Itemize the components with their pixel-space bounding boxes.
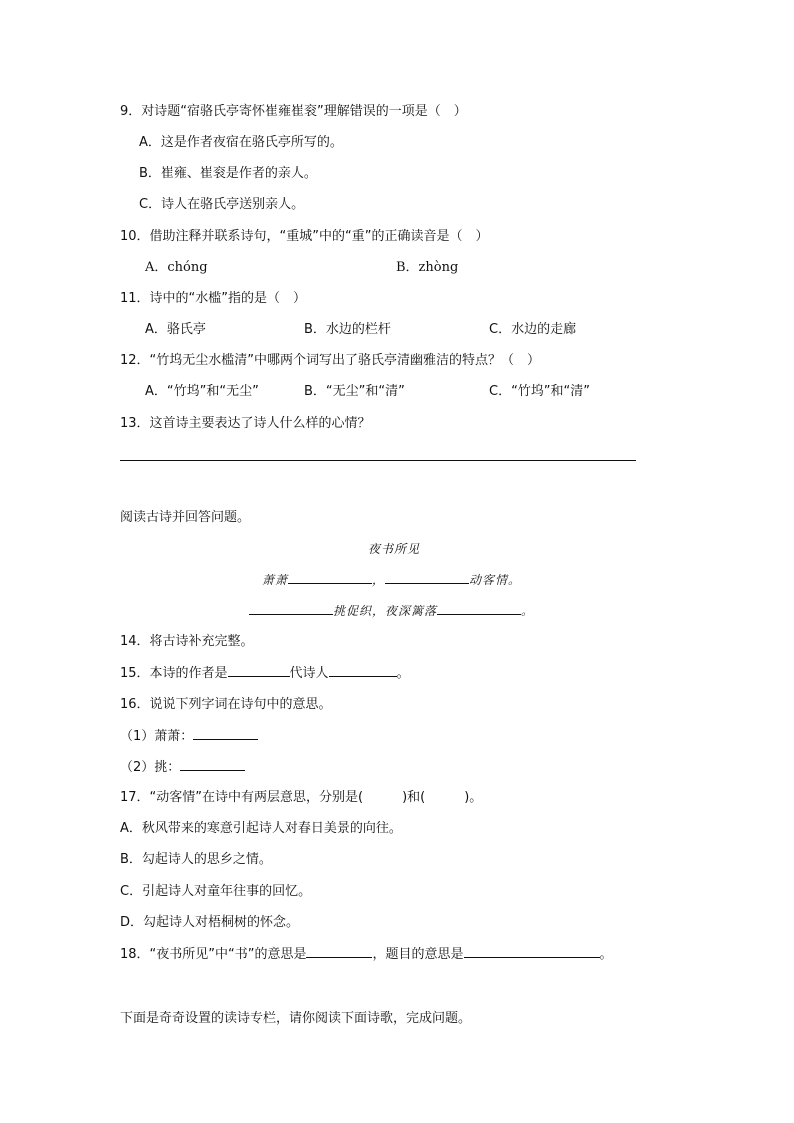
q15-text-b: 代诗人 [289, 666, 329, 681]
poem-line1-end: 动客情。 [469, 573, 522, 587]
q13-stem: 13．这首诗主要表达了诗人什么样的心情？ [120, 416, 371, 431]
poem-line-1 [262, 571, 521, 589]
q15-text-a: 15．本诗的作者是 [120, 666, 228, 681]
poem-line1-comma: ， [372, 573, 386, 587]
q18-text-c: 。 [599, 947, 613, 962]
q12-stem: 12．“竹坞无尘水槛清”中哪两个词写出了骆氏亭清幽雅洁的特点？（ ） [120, 353, 541, 368]
q17-option-d: D．勾起诗人对梧桐树的怀念。 [120, 915, 300, 930]
q12-option-c: C．“竹坞”和“清” [489, 384, 591, 399]
poem-blank-3[interactable] [249, 602, 333, 615]
q17-option-b: B．勾起诗人的思乡之情。 [120, 852, 272, 867]
q15-stem [120, 664, 410, 683]
q16-blank-2[interactable] [180, 758, 245, 771]
poem-title: 夜书所见 [368, 542, 421, 556]
q17-option-a: A．秋风带来的寒意引起诗人对春日美景的向往。 [120, 821, 402, 836]
q16-item-2 [120, 758, 245, 777]
q18-blank-title[interactable] [464, 945, 600, 958]
q13-answer-line[interactable] [120, 460, 636, 461]
q9-option-c: C．诗人在骆氏亭送别亲人。 [139, 197, 305, 212]
q10-option-a: A．chóng [145, 260, 208, 275]
q18-blank-meaning[interactable] [306, 945, 372, 958]
poem-blank-1[interactable] [288, 571, 372, 584]
q16-blank-1[interactable] [193, 727, 258, 740]
poem-line2-end: 。 [521, 604, 535, 618]
q17-stem: 17．“动客情”在诗中有两层意思，分别是( )和( )。 [120, 790, 483, 805]
poem-line-2 [249, 602, 534, 620]
q17-option-c: C．引起诗人对童年往事的回忆。 [120, 884, 312, 899]
q15-blank-dynasty[interactable] [228, 664, 290, 677]
q18-stem [120, 945, 613, 964]
q18-text-b: ，题目的意思是 [372, 947, 464, 962]
q12-option-b: B．“无尘”和“清” [304, 384, 405, 399]
q12-option-a: A．“竹坞”和“无尘” [145, 384, 259, 399]
q18-text-a: 18．“夜书所见”中“书”的意思是 [120, 947, 307, 962]
q9-option-a: A．这是作者夜宿在骆氏亭所写的。 [139, 135, 343, 150]
q11-stem: 11．诗中的“水槛”指的是（ ） [120, 291, 307, 306]
q16-item1-label: （1）萧萧： [120, 729, 194, 744]
section2-intro: 阅读古诗并回答问题。 [120, 510, 251, 525]
q16-stem: 16．说说下列字词在诗句中的意思。 [120, 697, 332, 712]
poem-line2-middle: 挑促织，夜深篱落 [333, 604, 438, 618]
q10-option-b: B．zhòng [396, 260, 459, 275]
q16-item2-label: （2）挑： [120, 760, 181, 775]
q16-item-1 [120, 727, 258, 746]
section3-intro: 下面是奇奇设置的读诗专栏，请你阅读下面诗歌，完成问题。 [120, 1011, 472, 1026]
q9-stem: 9．对诗题“宿骆氏亭寄怀崔雍崔衮”理解错误的一项是（ ） [120, 104, 467, 119]
q11-option-a: A．骆氏亭 [145, 322, 206, 337]
q15-text-c: 。 [396, 666, 410, 681]
q9-option-b: B．崔雍、崔衮是作者的亲人。 [139, 166, 317, 181]
q11-option-b: B．水边的栏杆 [304, 322, 391, 337]
poem-blank-2[interactable] [385, 571, 469, 584]
q15-blank-poet[interactable] [329, 664, 397, 677]
q14-stem: 14．将古诗补充完整。 [120, 634, 254, 649]
q10-stem: 10．借助注释并联系诗句，“重城”中的“重”的正确读音是（ ） [120, 229, 489, 244]
poem-blank-4[interactable] [437, 602, 521, 615]
q11-option-c: C．水边的走廊 [489, 322, 577, 337]
poem-line1-start: 萧萧 [262, 573, 289, 587]
